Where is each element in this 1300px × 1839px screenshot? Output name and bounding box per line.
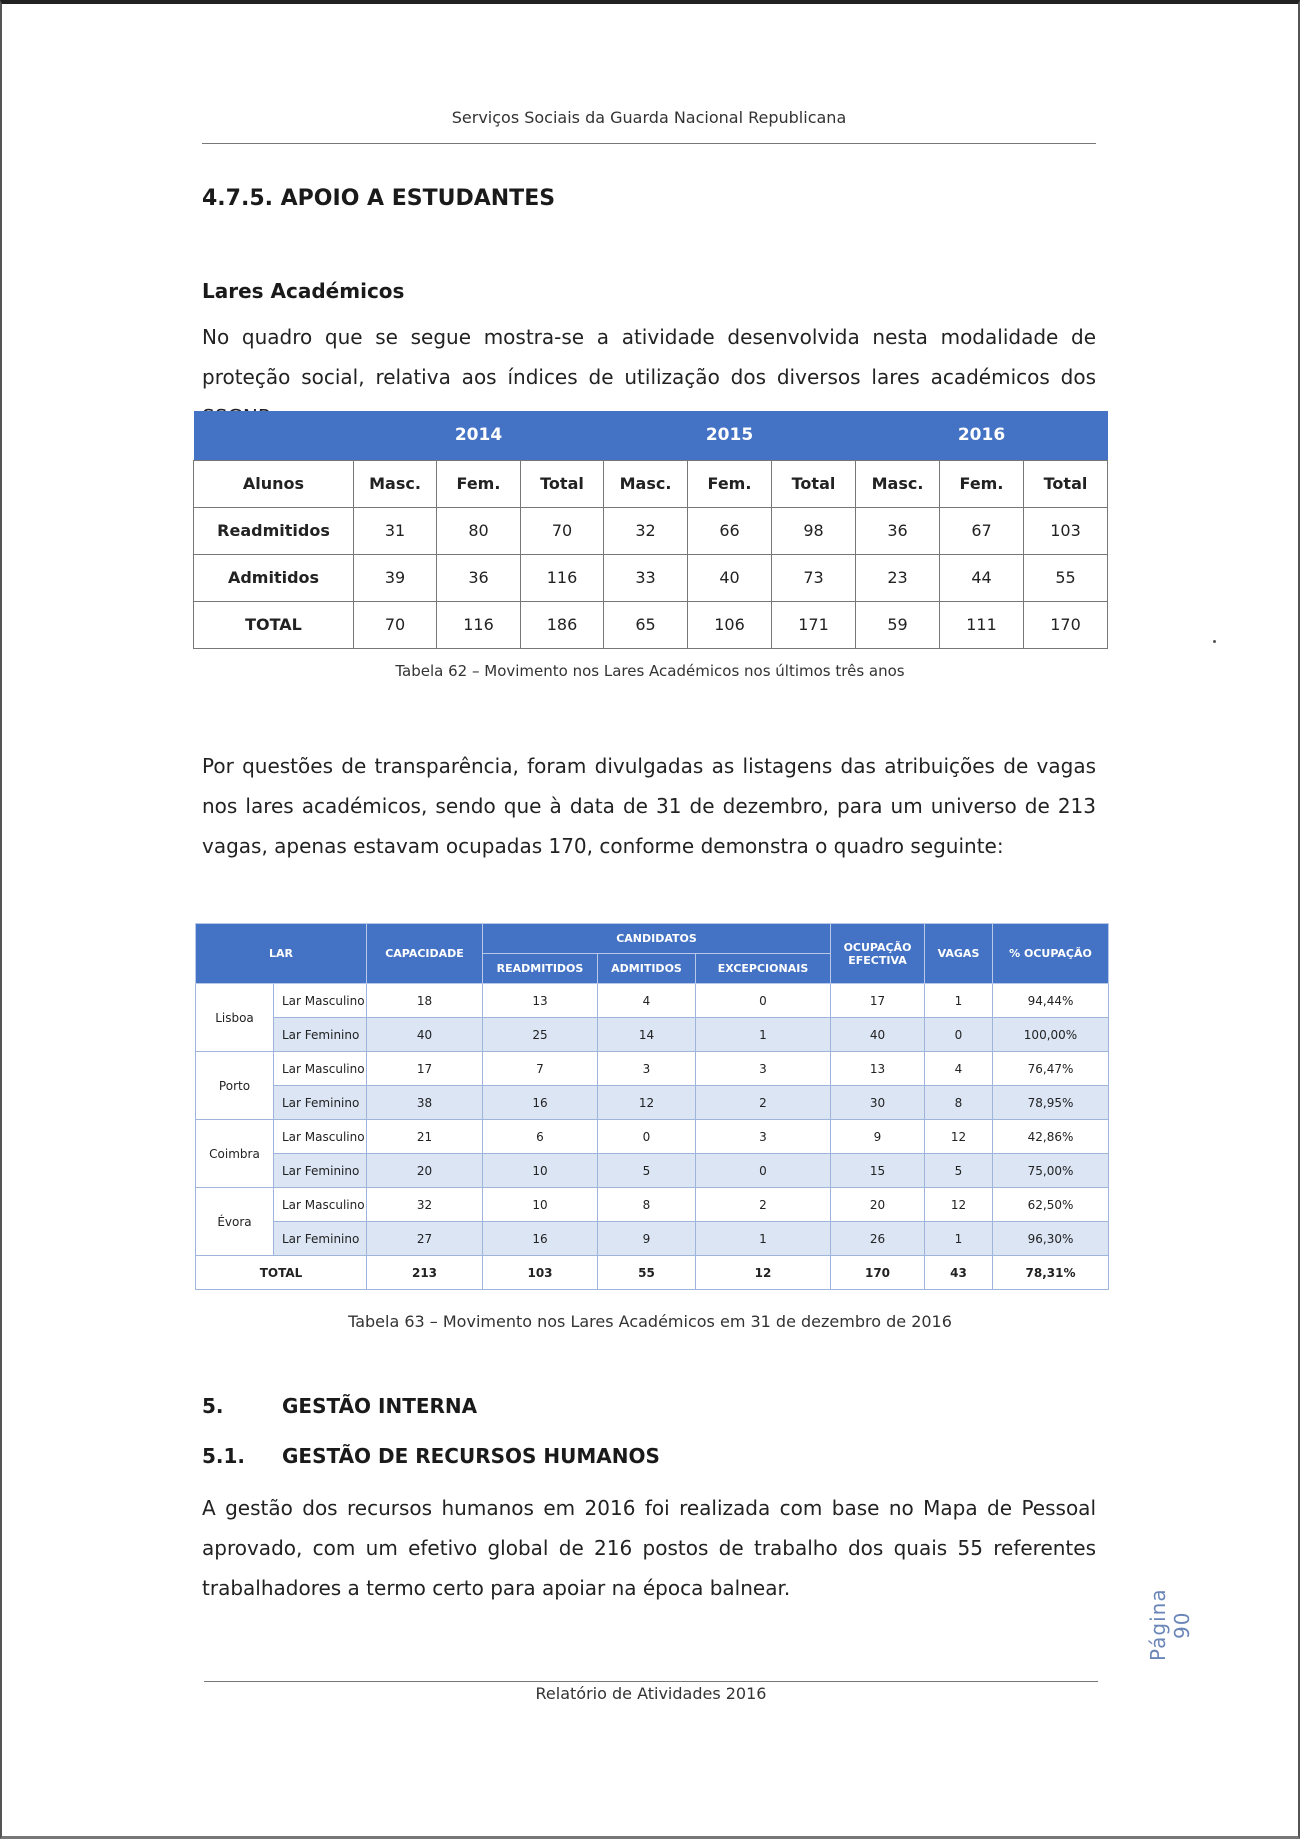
cell: 70	[354, 601, 437, 648]
cell: 106	[688, 601, 772, 648]
col-readmitidos: READMITIDOS	[483, 954, 598, 984]
lar-name: Lar Feminino	[274, 1222, 367, 1256]
table-62-caption: Tabela 62 – Movimento nos Lares Académicos nos últimos três anos	[395, 662, 905, 680]
table-row	[196, 1222, 1109, 1256]
cell: 0	[925, 1018, 993, 1052]
cell: 1	[925, 984, 993, 1018]
col-pct-ocupacao: % OCUPAÇÃO	[993, 924, 1109, 984]
table-row	[196, 1052, 1109, 1086]
cell: 40	[367, 1018, 483, 1052]
cell: 3	[696, 1120, 831, 1154]
cell: 62,50%	[993, 1188, 1109, 1222]
cell: 27	[367, 1222, 483, 1256]
cell: 26	[831, 1222, 925, 1256]
scan-speck	[1213, 640, 1216, 643]
cell: 20	[831, 1188, 925, 1222]
cell: 66	[688, 507, 772, 554]
cell: 100,00%	[993, 1018, 1109, 1052]
page-footer: Relatório de Atividades 2016	[535, 1684, 767, 1703]
table-row	[194, 601, 1108, 648]
cell: 1	[696, 1222, 831, 1256]
table-62	[193, 411, 1108, 649]
table-62-year-row	[194, 411, 1108, 460]
col-lar: LAR	[196, 924, 367, 984]
row-label: Readmitidos	[194, 507, 354, 554]
cell: 213	[367, 1256, 483, 1290]
cell: 31	[354, 507, 437, 554]
cell: 12	[925, 1120, 993, 1154]
col-header: Masc.	[856, 460, 940, 507]
col-header: Fem.	[940, 460, 1024, 507]
col-header: Total	[772, 460, 856, 507]
cell: 1	[925, 1222, 993, 1256]
cell: 94,44%	[993, 984, 1109, 1018]
cell: 2	[696, 1086, 831, 1120]
footer-divider	[204, 1681, 1098, 1682]
col-header: Fem.	[688, 460, 772, 507]
cell: 0	[696, 1154, 831, 1188]
col-excepcionais: EXCEPCIONAIS	[696, 954, 831, 984]
city-label: Coimbra	[196, 1120, 274, 1188]
cell: 65	[604, 601, 688, 648]
cell: 116	[437, 601, 521, 648]
cell: 40	[831, 1018, 925, 1052]
cell: 103	[483, 1256, 598, 1290]
cell: 0	[598, 1120, 696, 1154]
cell: 38	[367, 1086, 483, 1120]
cell: 40	[688, 554, 772, 601]
lar-name: Lar Feminino	[274, 1018, 367, 1052]
cell: 15	[831, 1154, 925, 1188]
total-label: TOTAL	[196, 1256, 367, 1290]
heading-5	[202, 1394, 477, 1418]
cell: 5	[925, 1154, 993, 1188]
lar-name: Lar Feminino	[274, 1154, 367, 1188]
cell: 13	[831, 1052, 925, 1086]
cell: 186	[521, 601, 604, 648]
cell: 42,86%	[993, 1120, 1109, 1154]
cell: 23	[856, 554, 940, 601]
cell: 116	[521, 554, 604, 601]
transparency-paragraph: Por questões de transparência, foram divulgadas as listagens das atribuições de vagas nos lares académicos, sendo que à data de 31 de dezembro, para um universo de 213 vagas, apenas estavam ocupadas 170, conforme demonstra o quadro seguinte:	[202, 754, 1096, 858]
cell: 33	[604, 554, 688, 601]
cell: 30	[831, 1086, 925, 1120]
table-row	[196, 1018, 1109, 1052]
cell: 10	[483, 1188, 598, 1222]
city-label: Lisboa	[196, 984, 274, 1052]
col-header: Fem.	[437, 460, 521, 507]
lar-name: Lar Masculino	[274, 1188, 367, 1222]
col-header: Masc.	[354, 460, 437, 507]
cell: 76,47%	[993, 1052, 1109, 1086]
cell: 78,31%	[993, 1256, 1109, 1290]
cell: 80	[437, 507, 521, 554]
cell: 5	[598, 1154, 696, 1188]
lar-name: Lar Masculino	[274, 1120, 367, 1154]
cell: 8	[925, 1086, 993, 1120]
year-2014: 2014	[354, 411, 604, 460]
cell: 17	[831, 984, 925, 1018]
cell: 18	[367, 984, 483, 1018]
cell: 9	[831, 1120, 925, 1154]
table-63-header-row-1	[196, 924, 1109, 954]
cell: 7	[483, 1052, 598, 1086]
cell: 170	[831, 1256, 925, 1290]
cell: 59	[856, 601, 940, 648]
cell: 0	[696, 984, 831, 1018]
row-label: TOTAL	[194, 601, 354, 648]
year-2015: 2015	[604, 411, 856, 460]
cell: 32	[604, 507, 688, 554]
col-header: Total	[1024, 460, 1108, 507]
page-header: Serviços Sociais da Guarda Nacional Republicana	[451, 108, 847, 127]
table-62-header-row	[194, 460, 1108, 507]
table-63-caption: Tabela 63 – Movimento nos Lares Académicos em 31 de dezembro de 2016	[348, 1312, 952, 1331]
section-title: 4.7.5. APOIO A ESTUDANTES	[202, 186, 556, 211]
lar-name: Lar Masculino	[274, 1052, 367, 1086]
table-63	[195, 923, 1109, 1290]
cell: 12	[925, 1188, 993, 1222]
table-row	[196, 984, 1109, 1018]
cell: 170	[1024, 601, 1108, 648]
cell: 25	[483, 1018, 598, 1052]
col-admitidos: ADMITIDOS	[598, 954, 696, 984]
cell: 103	[1024, 507, 1108, 554]
cell: 4	[598, 984, 696, 1018]
cell: 20	[367, 1154, 483, 1188]
cell: 1	[696, 1018, 831, 1052]
col-capacidade: CAPACIDADE	[367, 924, 483, 984]
cell: 16	[483, 1086, 598, 1120]
cell: 55	[598, 1256, 696, 1290]
cell: 55	[1024, 554, 1108, 601]
cell: 10	[483, 1154, 598, 1188]
col-header: Total	[521, 460, 604, 507]
table-row	[196, 1188, 1109, 1222]
total-row	[196, 1256, 1109, 1290]
cell: 2	[696, 1188, 831, 1222]
table-row	[196, 1086, 1109, 1120]
cell: 36	[856, 507, 940, 554]
heading-5-1	[202, 1444, 660, 1468]
year-2016: 2016	[856, 411, 1108, 460]
cell: 9	[598, 1222, 696, 1256]
year-empty-cell	[194, 411, 354, 460]
intro-paragraph: No quadro que se segue mostra-se a atividade desenvolvida nesta modalidade de proteção social, relativa aos índices de utilização dos diversos lares académicos dos	[202, 325, 1096, 389]
cell: 70	[521, 507, 604, 554]
cell: 14	[598, 1018, 696, 1052]
heading-title: GESTÃO INTERNA	[282, 1394, 478, 1418]
col-ocupacao: OCUPAÇÃO EFECTIVA	[831, 924, 925, 984]
cell: 111	[940, 601, 1024, 648]
cell: 171	[772, 601, 856, 648]
cell: 44	[940, 554, 1024, 601]
cell: 21	[367, 1120, 483, 1154]
header-divider	[202, 143, 1096, 144]
col-header: Alunos	[194, 460, 354, 507]
cell: 67	[940, 507, 1024, 554]
table-row	[196, 1120, 1109, 1154]
row-label: Admitidos	[194, 554, 354, 601]
cell: 16	[483, 1222, 598, 1256]
city-label: Évora	[196, 1188, 274, 1256]
cell: 43	[925, 1256, 993, 1290]
cell: 36	[437, 554, 521, 601]
table-row	[194, 507, 1108, 554]
cell: 98	[772, 507, 856, 554]
cell: 12	[598, 1086, 696, 1120]
subsection-title: Lares Académicos	[202, 279, 405, 303]
cell: 8	[598, 1188, 696, 1222]
hr-paragraph: A gestão dos recursos humanos em 2016 foi realizada com base no Mapa de Pessoal aprovado, com um efetivo global de 216 postos de trabalho dos quais 55 referentes trabalhadores a termo certo para apoiar na época balnear.	[202, 1496, 1096, 1600]
table-row	[196, 1154, 1109, 1188]
cell: 6	[483, 1120, 598, 1154]
table-row	[194, 554, 1108, 601]
cell: 78,95%	[993, 1086, 1109, 1120]
lar-name: Lar Masculino	[274, 984, 367, 1018]
city-label: Porto	[196, 1052, 274, 1120]
cell: 73	[772, 554, 856, 601]
lar-name: Lar Feminino	[274, 1086, 367, 1120]
col-header: Masc.	[604, 460, 688, 507]
cell: 13	[483, 984, 598, 1018]
cell: 32	[367, 1188, 483, 1222]
cell: 4	[925, 1052, 993, 1086]
cell: 12	[696, 1256, 831, 1290]
col-vagas: VAGAS	[925, 924, 993, 984]
side-page-number: Página 90	[1146, 1588, 1194, 1662]
cell: 75,00%	[993, 1154, 1109, 1188]
heading-title: GESTÃO DE RECURSOS HUMANOS	[282, 1444, 660, 1468]
cell: 39	[354, 554, 437, 601]
heading-number: 5.1.	[202, 1444, 246, 1468]
cell: 3	[696, 1052, 831, 1086]
cell: 96,30%	[993, 1222, 1109, 1256]
heading-number: 5.	[202, 1394, 224, 1418]
cell: 3	[598, 1052, 696, 1086]
cell: 17	[367, 1052, 483, 1086]
col-candidatos: CANDIDATOS	[483, 924, 831, 954]
